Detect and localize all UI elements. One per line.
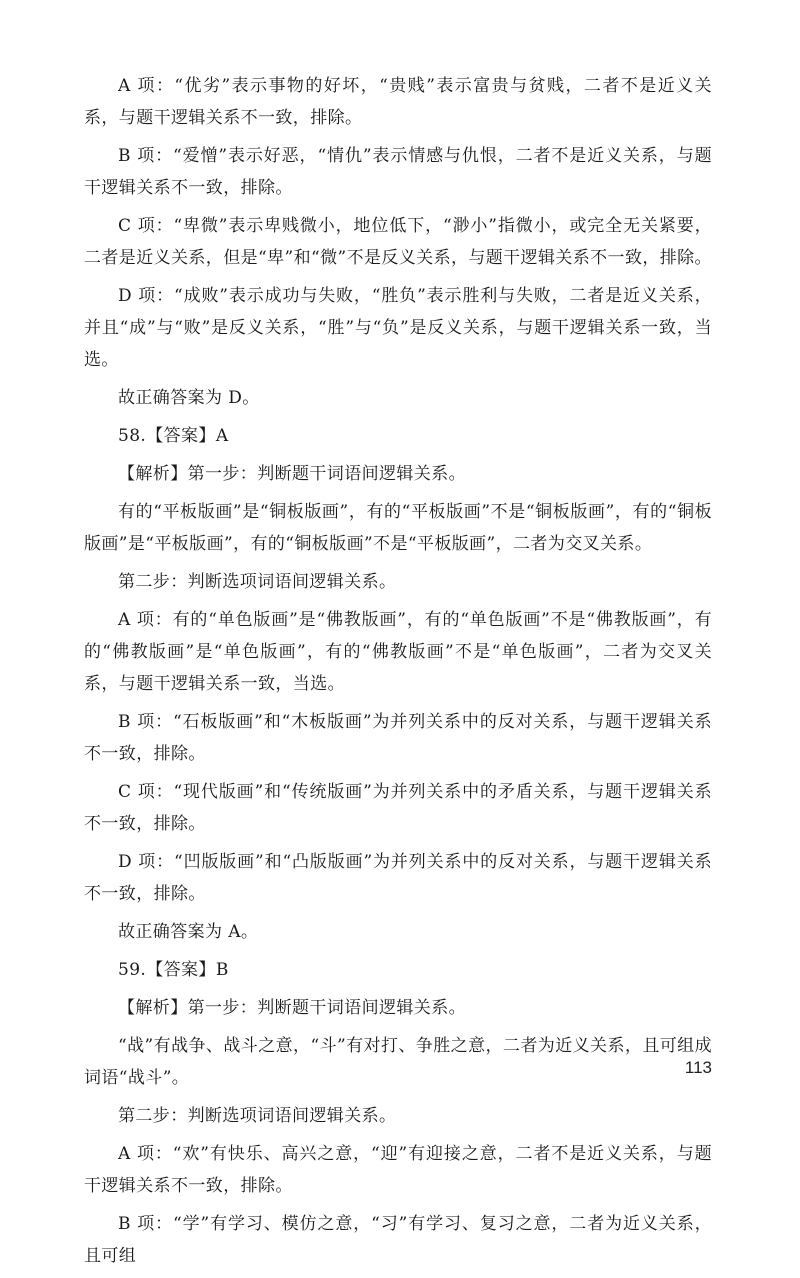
- paragraph: B 项：“石板版画”和“木板版画”为并列关系中的反对关系，与题干逻辑关系不一致，排除。: [84, 712, 712, 764]
- paragraph: A 项：“优劣”表示事物的好坏，“贵贱”表示富贵与贫贱，二者不是近义关系，与题干逻辑关系不一致，排除。: [84, 76, 712, 128]
- paragraph: B 项：“学”有学习、模仿之意，“习”有学习、复习之意，二者为近义关系，且可组: [84, 1214, 712, 1266]
- answer-heading: 59.【答案】B: [118, 960, 229, 980]
- paragraph: 有的“平板版画”是“铜板版画”，有的“平板版画”不是“铜板版画”，有的“铜板版画”是“平板版画”，有的“铜板版画”不是“平板版画”，二者为交叉关系。: [84, 502, 712, 554]
- page-number: 113: [684, 1058, 712, 1077]
- paragraph: “战”有战争、战斗之意，“斗”有对打、争胜之意，二者为近义关系，且可组成词语“战斗”。: [84, 1036, 712, 1088]
- paragraph: A 项：“欢”有快乐、高兴之意，“迎”有迎接之意，二者不是近义关系，与题干逻辑关系不一致，排除。: [84, 1144, 712, 1196]
- paragraph: A 项：有的“单色版画”是“佛教版画”，有的“单色版画”不是“佛教版画”，有的“佛教版画”是“单色版画”，有的“佛教版画”不是“单色版画”，二者为交叉关系，与题干逻辑关系一致，当选。: [84, 610, 712, 694]
- paragraph: C 项：“现代版画”和“传统版画”为并列关系中的矛盾关系，与题干逻辑关系不一致，排除。: [84, 782, 712, 834]
- paragraph: C 项：“卑微”表示卑贱微小，地位低下，“渺小”指微小，或完全无关紧要，二者是近义关系，但是“卑”和“微”不是反义关系，与题干逻辑关系不一致，排除。: [84, 216, 712, 268]
- paragraph: 第二步：判断选项词语间逻辑关系。: [118, 572, 397, 592]
- paragraph: D 项：“凹版版画”和“凸版版画”为并列关系中的反对关系，与题干逻辑关系不一致，排除。: [84, 852, 712, 904]
- paragraph: B 项：“爱憎”表示好恶，“情仇”表示情感与仇恨，二者不是近义关系，与题干逻辑关系不一致，排除。: [84, 146, 712, 198]
- analysis-heading: 【解析】第一步：判断题干词语间逻辑关系。: [118, 464, 466, 484]
- paragraph: 故正确答案为 D。: [118, 388, 260, 408]
- paragraph: 故正确答案为 A。: [118, 922, 259, 942]
- document-page: [84, 70, 712, 1278]
- analysis-heading: 【解析】第一步：判断题干词语间逻辑关系。: [118, 998, 466, 1018]
- answer-heading: 58.【答案】A: [118, 426, 229, 446]
- paragraph: 第二步：判断选项词语间逻辑关系。: [118, 1106, 397, 1126]
- paragraph: D 项：“成败”表示成功与失败，“胜负”表示胜利与失败，二者是近义关系，并且“成”与“败”是反义关系，“胜”与“负”是反义关系，与题干逻辑关系一致，当选。: [84, 286, 712, 370]
